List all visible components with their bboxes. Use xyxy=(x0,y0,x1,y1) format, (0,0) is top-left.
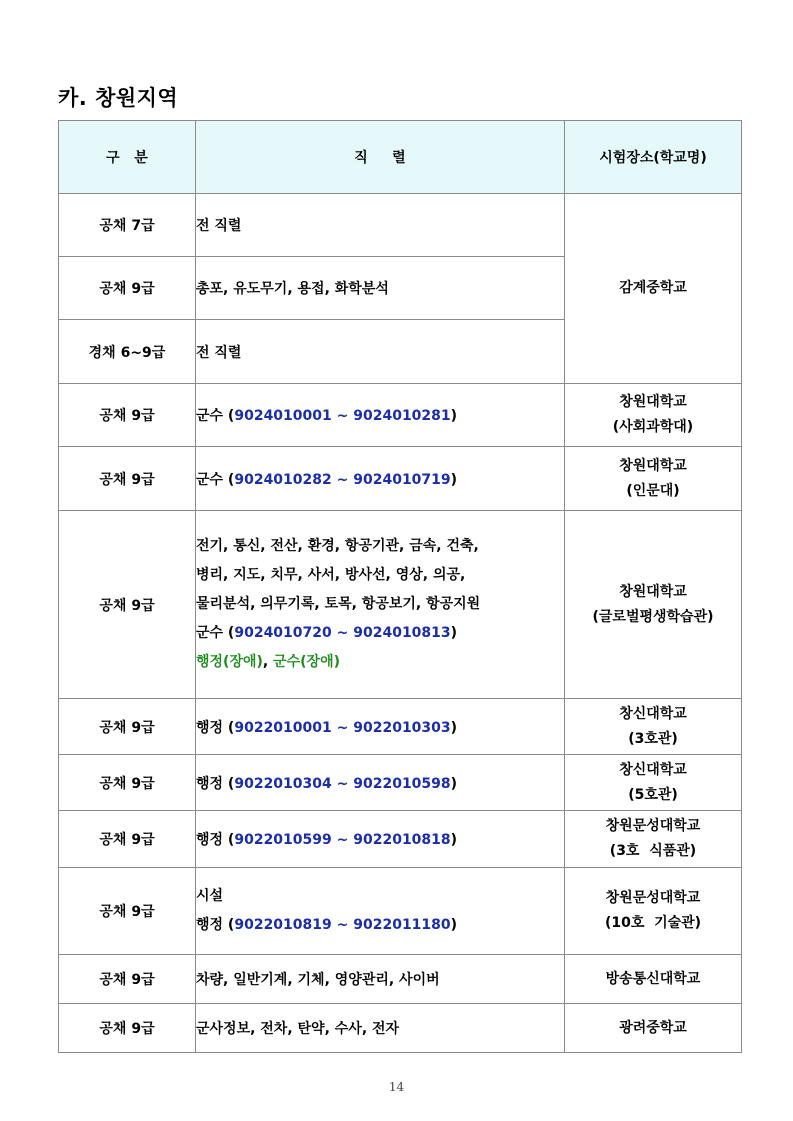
exam-number-range: 9024010001 ~ 9024010281 xyxy=(234,408,451,424)
table-row xyxy=(59,194,742,257)
job-line: 전기, 통신, 전산, 환경, 항공기관, 금속, 건축, xyxy=(196,538,479,554)
disabled-track-admin: 행정(장애) xyxy=(196,654,263,670)
row-category: 공채 9급 xyxy=(59,699,196,755)
row-category: 공채 9급 xyxy=(59,868,196,955)
row-job: 전 직렬 xyxy=(196,320,565,384)
exam-venue-table xyxy=(58,120,742,1053)
table-row xyxy=(59,511,742,699)
row-place xyxy=(565,868,742,955)
row-job: 행정 (9022010304 ~ 9022010598) xyxy=(196,755,565,811)
row-place: 방송통신대학교 xyxy=(565,955,742,1004)
row-category: 공채 9급 xyxy=(59,755,196,811)
section-title: 카. 창원지역 xyxy=(58,86,179,110)
place-building: (글로벌평생학습관) xyxy=(592,608,714,625)
job-line: 시설 xyxy=(196,888,224,904)
row-job xyxy=(196,511,565,699)
exam-number-range: 9022010819 ~ 9022011180 xyxy=(234,917,451,933)
row-category: 공채 9급 xyxy=(59,384,196,447)
row-category: 공채 9급 xyxy=(59,811,196,868)
row-category: 공채 9급 xyxy=(59,955,196,1004)
place-name: 창원문성대학교 xyxy=(605,890,701,906)
job-name: 군수 xyxy=(196,625,224,641)
row-job: 군수 (9024010001 ~ 9024010281) xyxy=(196,384,565,447)
row-job xyxy=(196,868,565,955)
job-name: 행정 xyxy=(196,917,224,933)
job-name: 행정 xyxy=(196,719,224,736)
row-job: 차량, 일반기계, 기체, 영양관리, 사이버 xyxy=(196,955,565,1004)
job-name: 군수 xyxy=(196,471,224,488)
place-building: (3호 식품관) xyxy=(609,843,697,859)
job-line: 행정(장애), 군수(장애) xyxy=(196,654,341,670)
row-category: 공채 7급 xyxy=(59,194,196,257)
row-place xyxy=(565,699,742,755)
row-place xyxy=(565,811,742,868)
place-building: (10호 기술관) xyxy=(604,915,702,931)
row-place xyxy=(565,447,742,511)
row-job: 군수 (9024010282 ~ 9024010719) xyxy=(196,447,565,511)
row-category: 공채 9급 xyxy=(59,1004,196,1053)
table-row xyxy=(59,868,742,955)
header-job: 직 렬 xyxy=(196,121,565,194)
table-row xyxy=(59,811,742,868)
row-place: 광려중학교 xyxy=(565,1004,742,1053)
exam-number-range: 9024010282 ~ 9024010719 xyxy=(234,471,451,488)
table-header-row xyxy=(59,121,742,194)
place-building: (인문대) xyxy=(626,482,680,499)
row-place xyxy=(565,755,742,811)
row-job: 행정 (9022010001 ~ 9022010303) xyxy=(196,699,565,755)
page-number: 14 xyxy=(388,1080,405,1094)
job-line: 군수 (9024010720 ~ 9024010813) xyxy=(196,625,458,641)
place-name: 창원대학교 xyxy=(619,394,687,410)
row-place xyxy=(565,384,742,447)
table-row xyxy=(59,1004,742,1053)
place-building: (5호관) xyxy=(628,786,678,803)
row-place xyxy=(565,511,742,699)
place-building: (3호관) xyxy=(628,730,678,747)
header-category: 구 분 xyxy=(59,121,196,194)
table-row xyxy=(59,699,742,755)
row-category: 공채 9급 xyxy=(59,511,196,699)
row-job: 전 직렬 xyxy=(196,194,565,257)
job-line: 병리, 지도, 치무, 사서, 방사선, 영상, 의공, xyxy=(196,567,466,583)
place-name: 창원문성대학교 xyxy=(605,818,701,834)
job-name: 행정 xyxy=(196,832,224,848)
table-row xyxy=(59,955,742,1004)
job-name: 행정 xyxy=(196,775,224,792)
table-row xyxy=(59,384,742,447)
table-row xyxy=(59,755,742,811)
job-line: 물리분석, 의무기록, 토목, 항공보기, 항공지원 xyxy=(196,596,481,612)
exam-number-range: 9022010001 ~ 9022010303 xyxy=(234,719,451,736)
row-job: 군사정보, 전차, 탄약, 수사, 전자 xyxy=(196,1004,565,1053)
row-job: 행정 (9022010599 ~ 9022010818) xyxy=(196,811,565,868)
place-name: 창신대학교 xyxy=(619,705,687,722)
row-job: 총포, 유도무기, 용접, 화학분석 xyxy=(196,257,565,320)
exam-number-range: 9022010304 ~ 9022010598 xyxy=(234,775,451,792)
place-name: 창원대학교 xyxy=(619,583,687,600)
row-category: 공채 9급 xyxy=(59,447,196,511)
row-place: 감계중학교 xyxy=(565,194,742,384)
job-line: 행정 (9022010819 ~ 9022011180) xyxy=(196,917,458,933)
header-place: 시험장소(학교명) xyxy=(565,121,742,194)
exam-number-range: 9024010720 ~ 9024010813 xyxy=(234,625,451,641)
job-name: 군수 xyxy=(196,408,224,424)
row-category: 경채 6~9급 xyxy=(59,320,196,384)
place-name: 창신대학교 xyxy=(619,761,687,778)
disabled-track-supply: 군수(장애) xyxy=(273,654,341,670)
place-building: (사회과학대) xyxy=(612,419,694,435)
place-name: 창원대학교 xyxy=(619,457,687,474)
table-row xyxy=(59,447,742,511)
row-category: 공채 9급 xyxy=(59,257,196,320)
exam-number-range: 9022010599 ~ 9022010818 xyxy=(234,832,451,848)
